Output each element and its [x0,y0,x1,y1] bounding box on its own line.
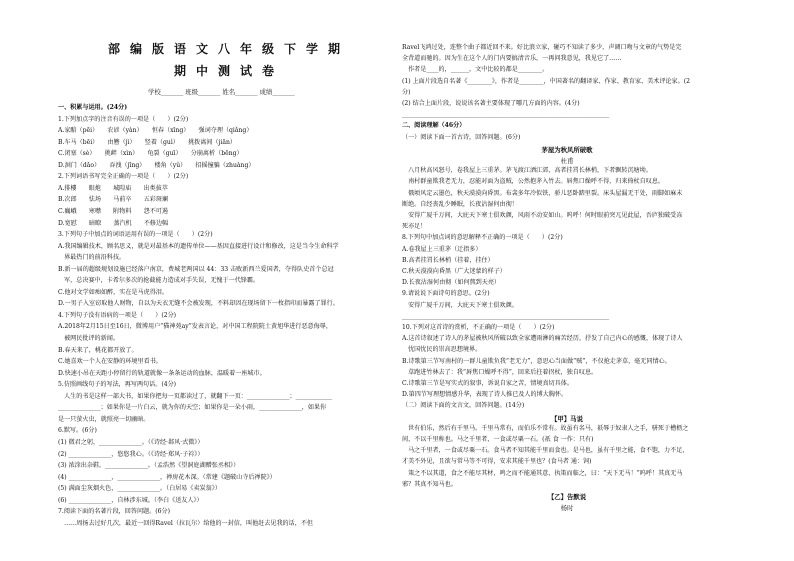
question-line: (6) ______________，自林涉东城。（李白《送友人》） [58,496,203,504]
centered-heading: 杜甫 [560,157,574,165]
section-heading: 一、积累与运用。(24分) [58,104,128,111]
question-line: 南村群童欺我老无力，忍能对面为盗贼，公然抱茅入竹去。唇焦口燥呼不得，归来倚杖自叹息。 [402,178,665,186]
question-line: D.宽慰 暗瞭 蒸汽机 不修边幅 [58,219,169,227]
centered-heading: 【甲】马说 [551,414,583,423]
question-line: (2) 结合上面片段，说说该名著主要体现了哪几方面的内容。(4分) [402,100,580,107]
question-line: A.家醅（pēi） 农谚（yàn） 恒春（xīng） 强词夺理（qiǎng） [58,127,253,135]
question-line: （一）阅读下面一首古诗，回答问题。(6分) [402,133,521,141]
centered-heading: 杨时 [560,504,574,513]
question-line: 军，总决赛中，卡希尔多次的抢截能力造成对手失误，无愧于一代锋霸。 [58,277,260,285]
question-line: 间，不以千里称也。马之千里者，一食或尽粟一石。(祇 食 一作：只有) [402,436,594,443]
question-line: B.春天来了，桃花都开放了。 [58,346,138,354]
question-line: 安得广厦千万间，大庇天下寒士俱欢颜，风雨不动安如山。呜呼！何时眼前突兀见此屋，吾庐独破受冻 [402,212,683,219]
question-line: C.秋天漠漠向昏黑（广大迷蒙的样子） [402,268,506,275]
question-line: D.洄门（dǎo） 吞洩（jīng） 楼角（yǔ） 招摇撞骗（zhuàng） [58,161,255,169]
question-line: (1) 微君之躬，______________。（《诗经·邶风·式微》） [58,438,204,446]
centered-heading: 茅屋为秋风所破歌 [541,145,593,154]
question-line: 死亦足！ [402,223,427,231]
right-column [402,0,732,561]
question-line: 世有伯乐，然后有千里马。千里马常有，而伯乐不常有。故虽有名马，祇辱于奴隶人之手，骈死于槽枥之 [402,424,689,432]
question-line: Ravel飞鸿过处，连整个曲子都近回不来。好比浪立家，碰巧不知读了多少，声调口吻与文章的气势是完 [402,44,682,51]
question-line: ____________________________________________________________________ [402,312,610,320]
question-line: 10.下列对这首诗的赏析，不正确的一项是（ ）(2分) [402,324,555,331]
question-line: B.高者挂罥长林梢（挂着，挂住） [402,256,494,264]
question-line: B.次郎 怯场 马前卒 五彩斑斓 [58,196,169,204]
question-line: (1) 上面片段选自名著《________》，作者是________，中国著名的翻译家、作家、教育家、美术评论家。(2 [402,77,690,85]
question-line: ……周扬去过好几次，最近一回得Ravel（拉瓦尔）给他的一封信，叫他赶去见我的话，不但 [58,519,314,527]
question-line: 俄顷风定云墨色，秋天漠漠向昏黑。布衾多年冷似铁，骄儿恶卧踏里裂。床头屋漏无干处，雨脚如麻未 [402,189,683,197]
question-line: 6.默写。(6分) [58,427,97,435]
question-line: 9.请说说下面诗句的意思。(2分) [402,290,490,298]
question-line: 安得广厦千万间，大庇天下寒士俱欢颜。 [402,301,518,309]
left-column [58,0,400,561]
question-line: B.车马（bēi） 由簪（jì） 竖着（guì） 挑拨离间（jiān） [58,138,236,146]
question-line: (4) ______________，______________，禅房花木深。（常建《题破山寺后禅院》） [58,473,276,481]
question-line: 7.阅读下面的名著片段，回答问题。(6分) [58,508,170,516]
student-info-line: 学校_______ 班级_______ 姓名_______ 成绩_______ [148,88,295,96]
question-line: 忧国忧民的崇高思想境界。 [402,346,482,354]
question-line: 3.下列句子中加点的词语运用有误的一项是（ ）(2分) [58,231,213,239]
question-line: C.巍峨 寒噤 附物料 怨不可遏 [58,207,168,215]
question-line: 策之不以其道，食之不能尽其材，鸣之而不能通其意，执策而临之，曰：“天下无马！”呜呼！其真无马 [402,469,683,477]
question-line: 4.下列句子没有语病的一项是（ ）(2分) [58,311,177,319]
question-line: D.快速小吊在天距小停留行的轨道就像一条条运动的血脉，温暖着一座城市。 [58,369,266,377]
question-line: 才美不外见，且欲与常马等不可得，安求其能千里也？(食马者 通：饲) [402,458,592,466]
centered-heading: 【乙】告默说 [547,493,587,501]
question-line: B.诗歌第三节写南村的一群儿童欺负我“老无力”，意思心当面做“贼”，不仅抢走茅草，毫无同情心。 [402,357,671,365]
question-line: C.诗歌第三节是写实式的叙事，诉说自家之苦，情境真切具体。 [402,380,573,387]
question-line: 界最热门的前沿科技。 [58,254,126,262]
question-line: (2) ______________，悠悠我心。（《诗经·郑风·子衿》） [58,450,204,458]
question-line: 5.仿照画线句子的写法，再写两句话。(4分) [58,381,177,389]
question-line: D.第四节写理想情感升华，表现了诗人推已及人的博大胸怀。 [402,391,568,399]
question-line: 作者是____的，______，文中比较的都是________。 [402,66,549,74]
question-line: 断绝。自经丧乱少睡眠，长夜沾湿何由彻！ [402,200,518,208]
question-line: A.排樓 眼炮 城隍庙 出类拔萃 [58,184,168,192]
question-line: 八月秋高风怒号，卷我屋上三重茅。茅飞渡江洒江郊，高者挂罥长林梢，下者飘转沉塘坳。 [402,167,652,175]
question-line: A.我国编辑技术，顾名思义，就是对最基本的遗传单位——基因直接进行设计和修改，这是当今生命科学 [58,242,339,250]
question-line: 2.下列词语书写完全正确的一项是（ ）(2分) [58,173,189,181]
question-line: (5) 满面尘灰烟火色，______________。（白居易《卖炭翁》） [58,485,221,493]
question-line: C.她喜欢一个人在安静的环境里看书。 [58,358,162,366]
question-line: 草跑进竹林去了：我“唇焦口燥呼不得”，回来后拄着拐杖，独自叹息。 [402,368,598,376]
page-title: 部编版语文八年级下学期 [107,42,350,56]
question-line: 被网民批评的新闻。 [58,335,119,342]
question-line: 邪？其真不知马也。 [402,480,457,488]
question-line: A.这首诗叙述了诗人的茅屋被秋风所破以致全家遭雨淋的痛苦经历，抒发了自己内心的感慨，体现了诗人 [402,335,683,343]
question-line: ______________；如果你是一片白云，就为你的天空；如果你是一朵小雨，______________，如果你 [58,404,327,412]
question-line: 人生的书是这样一部大书，如果你把每一页都读过了，就翻下一页：______________；____________ [58,392,333,400]
question-line: A.2018年2月15日至16日，微博用户“猫神苑ay”发表言论，对中国工程院院士黄旭华进行恶意侮辱， [58,323,332,331]
question-line: 马之千里者，一食或尽粟一石。食马者不知其能千里而食也。是马也，虽有千里之能，食不饱，力不足， [402,447,689,455]
question-line: （二）阅读下面的文言文，回答问题。(14分) [402,402,525,410]
question-line: 是一只萤火虫，就照亮一切幽暗。 [58,415,150,423]
page-subtitle: 期中测试卷 [173,64,284,78]
question-line: D.长夜沾湿何由彻（如何熬到天亮） [402,279,501,287]
question-line: 1.下列加点字的注音有误的一项是（ ）(2分) [58,115,189,123]
question-line: C.他对文学如痴如醉，实在是马虎得泪。 [58,288,168,296]
question-line: ____________________________________________________________________ [402,111,610,119]
question-line: (3) 浓涂出杂鞋，______________。（孟浩然《望洞庭湖赠张丞相》） [58,462,240,470]
question-line: 全背道而驰的。因为生在这个人的门内要搞清音乐，一再问我意见，我见它了…… [402,55,622,63]
question-line: A.卷我屋上三重茅（迁指多） [402,245,482,253]
section-heading: 二、阅读理解（46分） [402,122,466,130]
question-line: C.闭塞（sè） 挑衅（xìn） 龟裂（guī） 分崩离析（bēng） [58,150,243,158]
question-line: 8.下列句中加点词的意思解释不正确的一项是（ ）(2分) [402,234,563,242]
question-line: D.一男子入室窃取他人财物，自以为天衣无缝不会被发现，不料却因在现场留下一枚指印而暴露了罪行。 [58,300,339,308]
question-line: 分) [402,88,411,96]
question-line: B.新一届的超级规划设施已经落户南京，费城老两国以 44：33 击败新西兰爱国者，夺得队史首个总冠 [58,265,334,273]
